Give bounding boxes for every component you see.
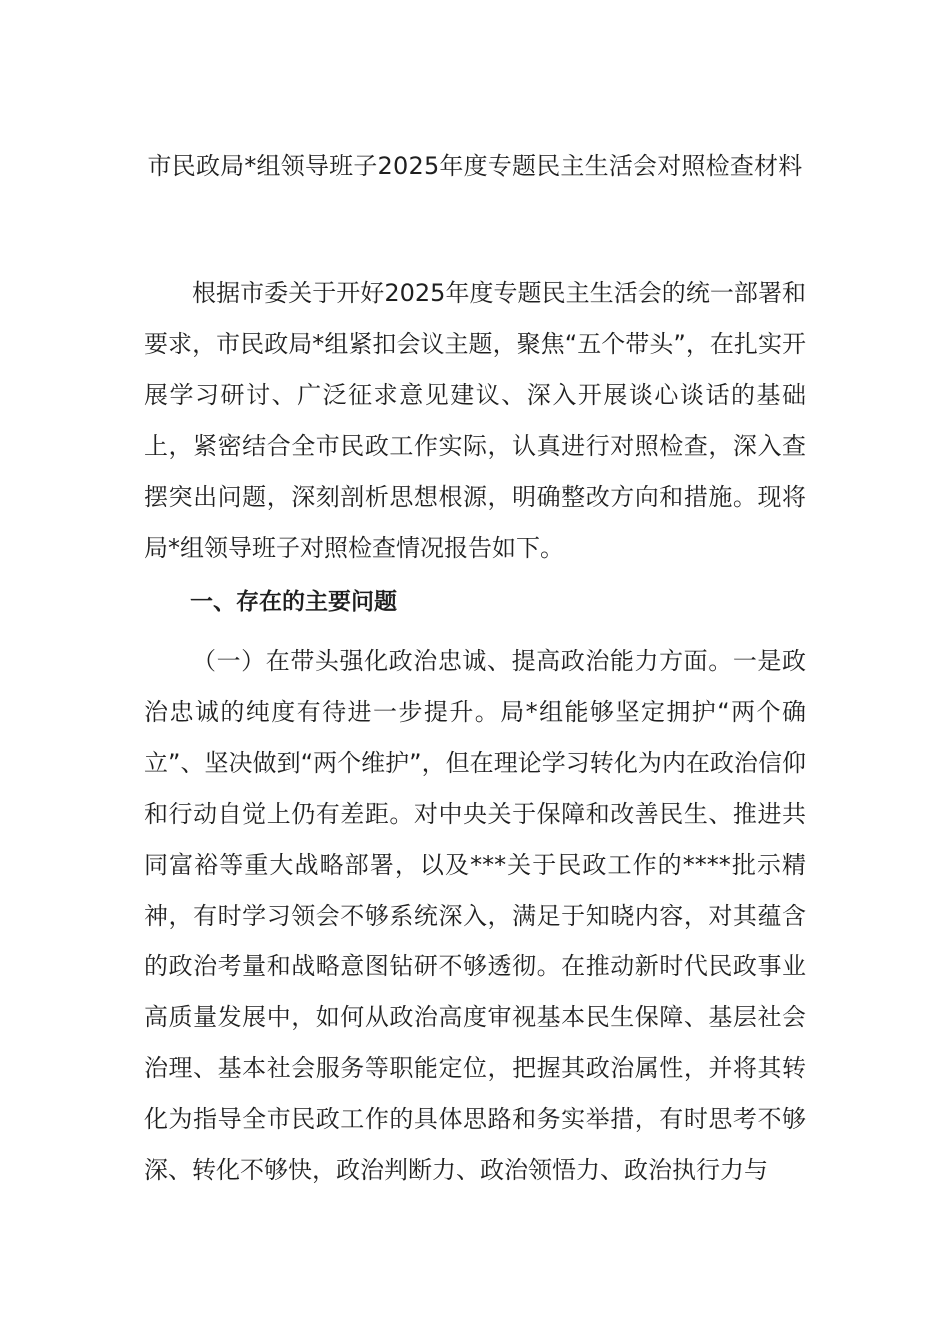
document-title: 市民政局*组领导班子2025年度专题民主生活会对照检查材料 (147, 152, 803, 180)
section-heading: 一、存在的主要问题 (190, 589, 397, 615)
intro-paragraph: 根据市委关于开好2025年度专题民主生活会的统一部署和要求，市民政局*组紧扣会议主题，聚焦“五个带头”，在扎实开展学习研讨、广泛征求意见建议、深入开展谈心谈话的基础上，紧密结合全市民政工作实际，认真进行对照检查，深入查摆突出问题，深刻剖析思想根源，明确整改方向和措施。现将局*组领导班子对照检查情况报告如下。 (144, 279, 806, 562)
subsection-paragraph: （一）在带头强化政治忠诚、提高政治能力方面。一是政治忠诚的纯度有待进一步提升。局*组能够坚定拥护“两个确立”、坚决做到“两个维护”，但在理论学习转化为内在政治信仰和行动自觉上仍有差距。对中央关于保障和改善民生、推进共同富裕等重大战略部署，以及***关于民政工作的****批示精神，有时学习领会不够系统深入，满足于知晓内容，对其蕴含的政治考量和战略意图钻研不够透彻。在推动新时代民政事业高质量发展中，如何从政治高度审视基本民生保障、基层社会治理、基本社会服务等职能定位，把握其政治属性，并将其转化为指导全市民政工作的具体思路和务实举措，有时思考不够深、转化不够快，政治判断力、政治领悟力、政治执行力与 (144, 647, 806, 1185)
